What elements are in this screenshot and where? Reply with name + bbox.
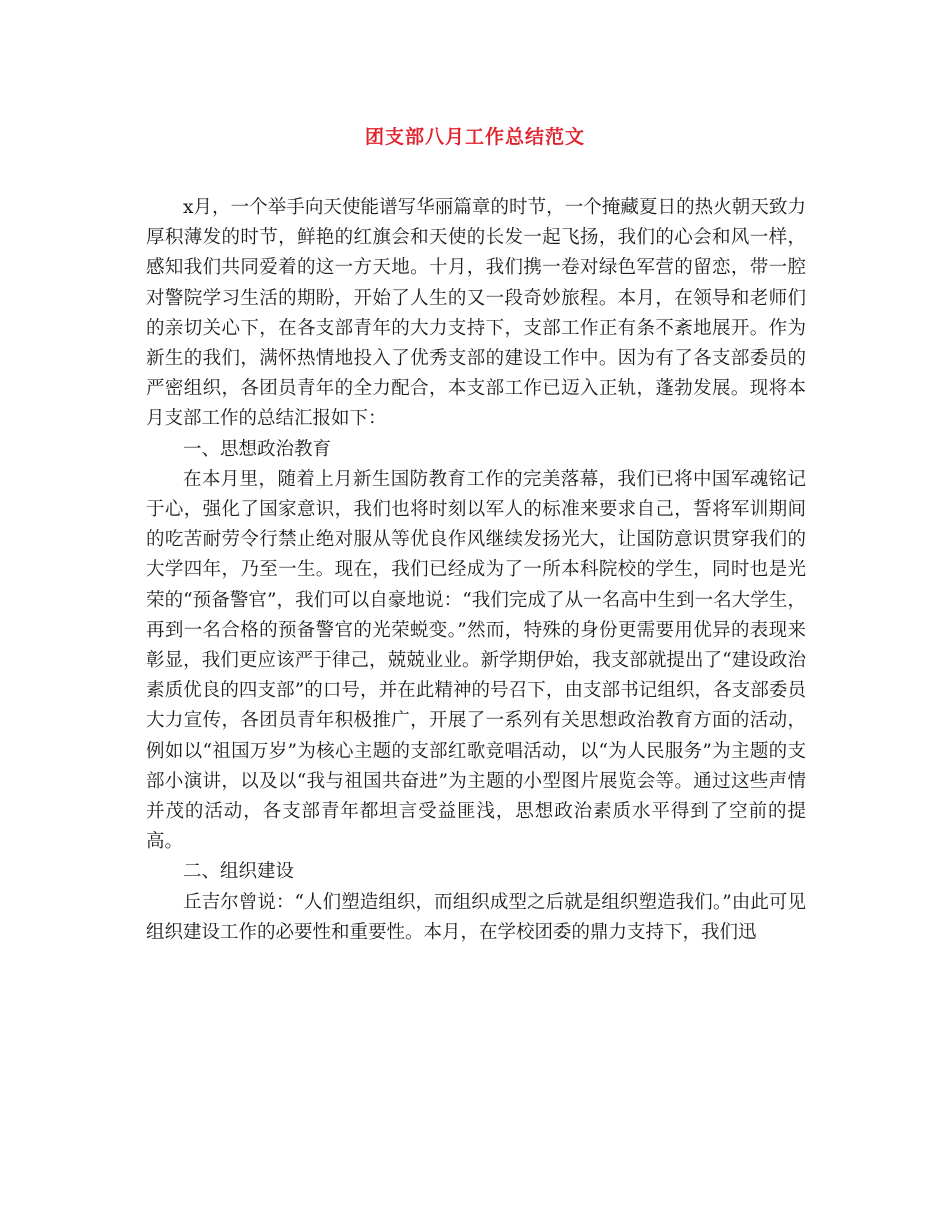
ideology-paragraph: 在本月里，随着上月新生国防教育工作的完美落幕，我们已将中国军魂铭记于心，强化了国家意识，我们也将时刻以军人的标准来要求自己，誓将军训期间的吃苦耐劳令行禁止绝对服从等优良作风继续发扬光大，让国防意识贯穿我们的大学四年，乃至一生。现在，我们已经成为了一所本科院校的学生，同时也是光荣的“预备警官”，我们可以自豪地说：“我们完成了从一名高中生到一名大学生，再到一名合格的预备警官的光荣蜕变。”然而，特殊的身份更需要用优异的表现来彰显，我们更应该严于律己，兢兢业业。新学期伊始，我支部就提出了“建设政治素质优良的四支部”的口号，并在此精神的号召下，由支部书记组织，各支部委员大力宣传，各团员青年积极推广，开展了一系列有关思想政治教育方面的活动，例如以“祖国万岁”为核心主题的支部红歌竞唱活动，以“为人民服务”为主题的支部小演讲，以及以“我与祖国共奋进”为主题的小型图片展览会等。通过这些声情并茂的活动，各支部青年都坦言受益匪浅，思想政治素质水平得到了空前的提高。 bbox=[146, 468, 806, 853]
document-title: 团支部八月工作总结范文 bbox=[364, 126, 585, 148]
section-heading-ideology: 一、思想政治教育 bbox=[183, 438, 332, 460]
intro-paragraph: x月，一个举手向天使能谱写华丽篇章的时节，一个掩藏夏日的热火朝天致力厚积薄发的时节，鲜艳的红旗会和天使的长发一起飞扬，我们的心会和风一样，感知我们共同爱着的这一方天地。十月，我们携一卷对绿色军营的留恋，带一腔对警院学习生活的期盼，开始了人生的又一段奇妙旅程。本月，在领导和老师们的亲切关心下，在各支部青年的大力支持下，支部工作正有条不紊地展开。作为新生的我们，满怀热情地投入了优秀支部的建设工作中。因为有了各支部委员的严密组织，各团员青年的全力配合，本支部工作已迈入正轨，蓬勃发展。现将本月支部工作的总结汇报如下： bbox=[146, 197, 806, 430]
organization-paragraph: 丘吉尔曾说：“人们塑造组织，而组织成型之后就是组织塑造我们。”由此可见组织建设工作的必要性和重要性。本月，在学校团委的鼎力支持下，我们迅 bbox=[146, 891, 806, 943]
section-heading-organization: 二、组织建设 bbox=[183, 861, 295, 883]
document-body bbox=[146, 193, 806, 948]
